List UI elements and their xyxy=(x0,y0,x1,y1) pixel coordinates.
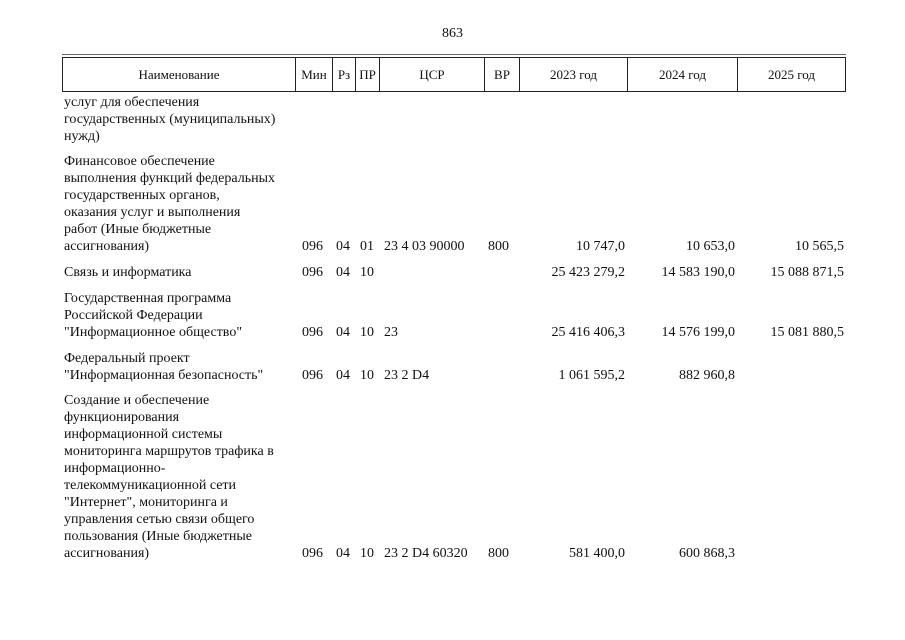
row-rz: 04 xyxy=(336,546,350,561)
row-name: Связь и информатика xyxy=(64,265,192,280)
row-2023: 581 400,0 xyxy=(569,546,625,561)
row-2023: 25 423 279,2 xyxy=(551,265,625,280)
row-2024: 882 960,8 xyxy=(679,368,735,383)
row-csr: 23 xyxy=(384,325,398,340)
header-rz: Рз xyxy=(333,58,356,91)
row-min: 096 xyxy=(302,239,323,254)
row-2024: 10 653,0 xyxy=(686,239,735,254)
row-2023: 10 747,0 xyxy=(576,239,625,254)
row-min: 096 xyxy=(302,265,323,280)
table-row xyxy=(62,153,846,255)
row-2023: 25 416 406,3 xyxy=(551,325,625,340)
table-row xyxy=(62,264,846,281)
row-2025: 15 081 880,5 xyxy=(770,325,844,340)
header-csr: ЦСР xyxy=(380,58,485,91)
row-2023: 1 061 595,2 xyxy=(558,368,625,383)
row-name: Создание и обеспечение функционирования информационной системы мониторинга маршрутов трафика в информационно- телекоммуникационной сети "Интернет", мониторинга и управления сетью связи общего пользования (Иные бюджетные ассигнования) xyxy=(64,393,274,561)
table-row xyxy=(62,350,846,384)
row-vr: 800 xyxy=(488,239,509,254)
row-min: 096 xyxy=(302,325,323,340)
row-rz: 04 xyxy=(336,325,350,340)
table-row xyxy=(62,392,846,562)
top-rule xyxy=(62,54,846,55)
table-header xyxy=(62,57,846,92)
row-pr: 01 xyxy=(360,239,374,254)
row-csr: 23 2 D4 60320 xyxy=(384,546,468,561)
row-csr: 23 4 03 90000 xyxy=(384,239,465,254)
row-2024: 14 583 190,0 xyxy=(661,265,735,280)
table-row xyxy=(62,290,846,341)
header-2024: 2024 год xyxy=(628,58,738,91)
row-vr: 800 xyxy=(488,546,509,561)
row-name: Федеральный проект "Информационная безопасность" xyxy=(64,351,264,383)
row-2024: 600 868,3 xyxy=(679,546,735,561)
header-pr: ПР xyxy=(356,58,380,91)
row-pr: 10 xyxy=(360,368,374,383)
row-rz: 04 xyxy=(336,265,350,280)
row-min: 096 xyxy=(302,368,323,383)
table-row xyxy=(62,94,846,145)
header-2025: 2025 год xyxy=(768,67,815,82)
row-2024: 14 576 199,0 xyxy=(661,325,735,340)
row-min: 096 xyxy=(302,546,323,561)
page-number: 863 xyxy=(442,26,463,41)
row-rz: 04 xyxy=(336,368,350,383)
row-pr: 10 xyxy=(360,325,374,340)
row-rz: 04 xyxy=(336,239,350,254)
row-csr: 23 2 D4 xyxy=(384,368,430,383)
row-pr: 10 xyxy=(360,546,374,561)
row-2025: 10 565,5 xyxy=(795,239,844,254)
row-name: услуг для обеспечения государственных (муниципальных) нужд) xyxy=(64,95,276,144)
header-vr: ВР xyxy=(485,58,520,91)
header-2023: 2023 год xyxy=(520,58,628,91)
row-name: Финансовое обеспечение выполнения функций федеральных государственных органов, оказания услуг и выполнения работ (Иные бюджетные ассигнования) xyxy=(64,154,275,254)
row-name: Государственная программа Российской Федерации "Информационное общество" xyxy=(64,291,243,340)
header-name: Наименование xyxy=(63,58,296,91)
row-pr: 10 xyxy=(360,265,374,280)
row-2025: 15 088 871,5 xyxy=(770,265,844,280)
header-min: Мин xyxy=(296,58,333,91)
